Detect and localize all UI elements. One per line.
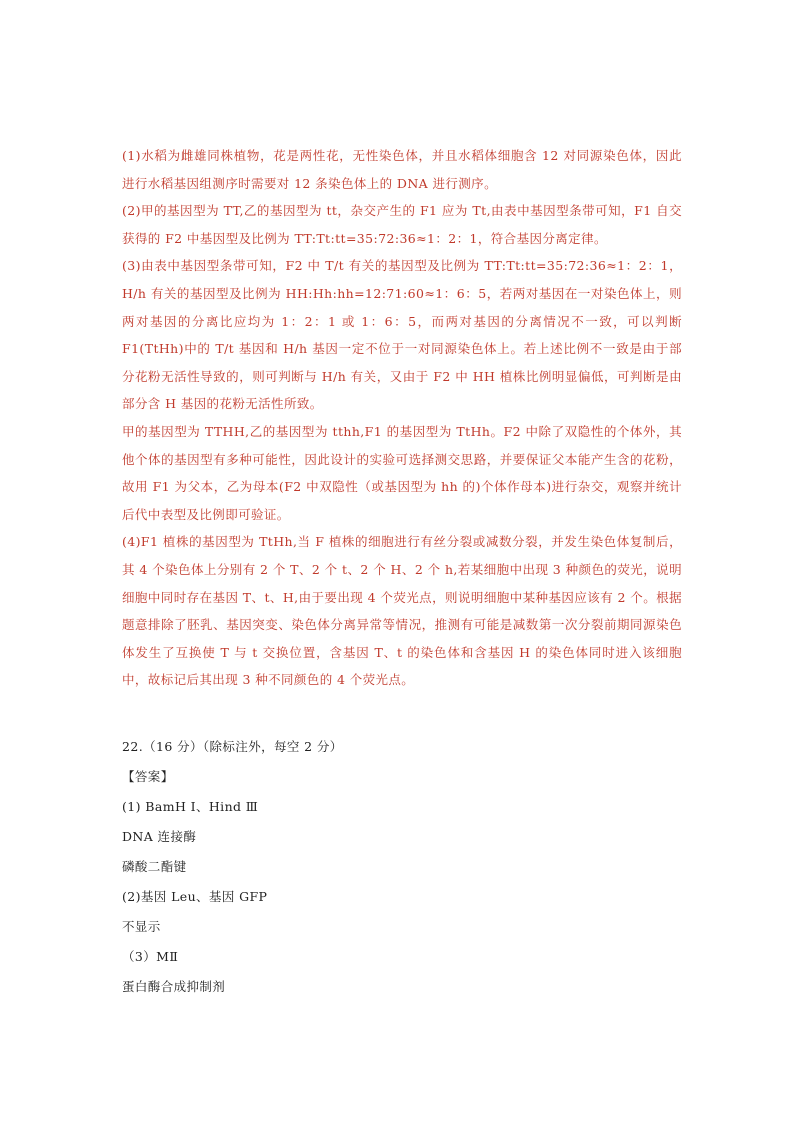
- question-22-section: [122, 732, 682, 1002]
- answer-line-3: 磷酸二酯键: [122, 859, 187, 874]
- answer-line-6: （3）MⅡ: [122, 949, 179, 964]
- answer-line-2: DNA 连接酶: [122, 829, 197, 844]
- answer-line-7: 蛋白酶合成抑制剂: [122, 979, 226, 994]
- explanation-paragraph-5: (4)F1 植株的基因型为 TtHh,当 F 植株的细胞进行有丝分裂或减数分裂，并发生染色体复制后，其 4 个染色体上分别有 2 个 T、2 个 t、2 个 H、2 个 h,若某细胞中出现 3 种颜色的荧光，说明细胞中同时存在基因 T、t、H,由于要出现 4 个荧光点，则说明细胞中某种基因应该有 2 个。根据题意排除了胚乳、基因突变、染色体分离异常等情况，推测有可能是减数第一次分裂前期同源染色体发生了互换使 T 与 t 交换位置，含基因 T、t 的染色体和含基因 H 的染色体同时进入该细胞中，故标记后其出现 3 种不同颜色的 4 个荧光点。: [122, 534, 682, 688]
- explanation-paragraph-4: 甲的基因型为 TTHH,乙的基因型为 tthh,F1 的基因型为 TtHh。F2 中除了双隐性的个体外，其他个体的基因型有多种可能性，因此设计的实验可选择测交思路，并要保证父本能产生含的花粉，故用 F1 为父本，乙为母本(F2 中双隐性（或基因型为 hh 的)个体作母本)进行杂交，观察并统计后代中表型及比例即可验证。: [122, 423, 682, 522]
- answer-line-5: 不显示: [122, 919, 161, 934]
- explanation-section: [122, 142, 682, 694]
- explanation-paragraph-1: (1)水稻为雌雄同株植物，花是两性花，无性染色体，并且水稻体细胞含 12 对同源染色体，因此进行水稻基因组测序时需要对 12 条染色体上的 DNA 进行测序。: [122, 148, 682, 191]
- answer-label: 【答案】: [122, 769, 174, 784]
- answer-line-1: (1) BamH I、Hind Ⅲ: [122, 799, 259, 814]
- explanation-paragraph-2: (2)甲的基因型为 TT,乙的基因型为 tt，杂交产生的 F1 应为 Tt,由表中基因型条带可知，F1 自交获得的 F2 中基因型及比例为 TT:Tt:tt=35:72:36≈1：2：1，符合基因分离定律。: [122, 203, 682, 246]
- answer-line-4: (2)基因 Leu、基因 GFP: [122, 889, 268, 904]
- question-22-header: 22.（16 分）（除标注外，每空 2 分）: [122, 739, 343, 754]
- explanation-paragraph-3: (3)由表中基因型条带可知，F2 中 T/t 有关的基因型及比例为 TT:Tt:tt=35:72:36≈1：2：1，H/h 有关的基因型及比例为 HH:Hh:hh=12:71:60≈1：6：5，若两对基因在一对染色体上，则两对基因的分离比应均为 1：2：1 或 1：6：5，而两对基因的分离情况不一致，可以判断 F1(TtHh)中的 T/t 基因和 H/h 基因一定不位于一对同源染色体上。若上述比例不一致是由于部分花粉无活性导致的，则可判断与 H/h 有关，又由于 F2 中 HH 植株比例明显偏低，可判断是由部分含 H 基因的花粉无活性所致。: [122, 258, 682, 412]
